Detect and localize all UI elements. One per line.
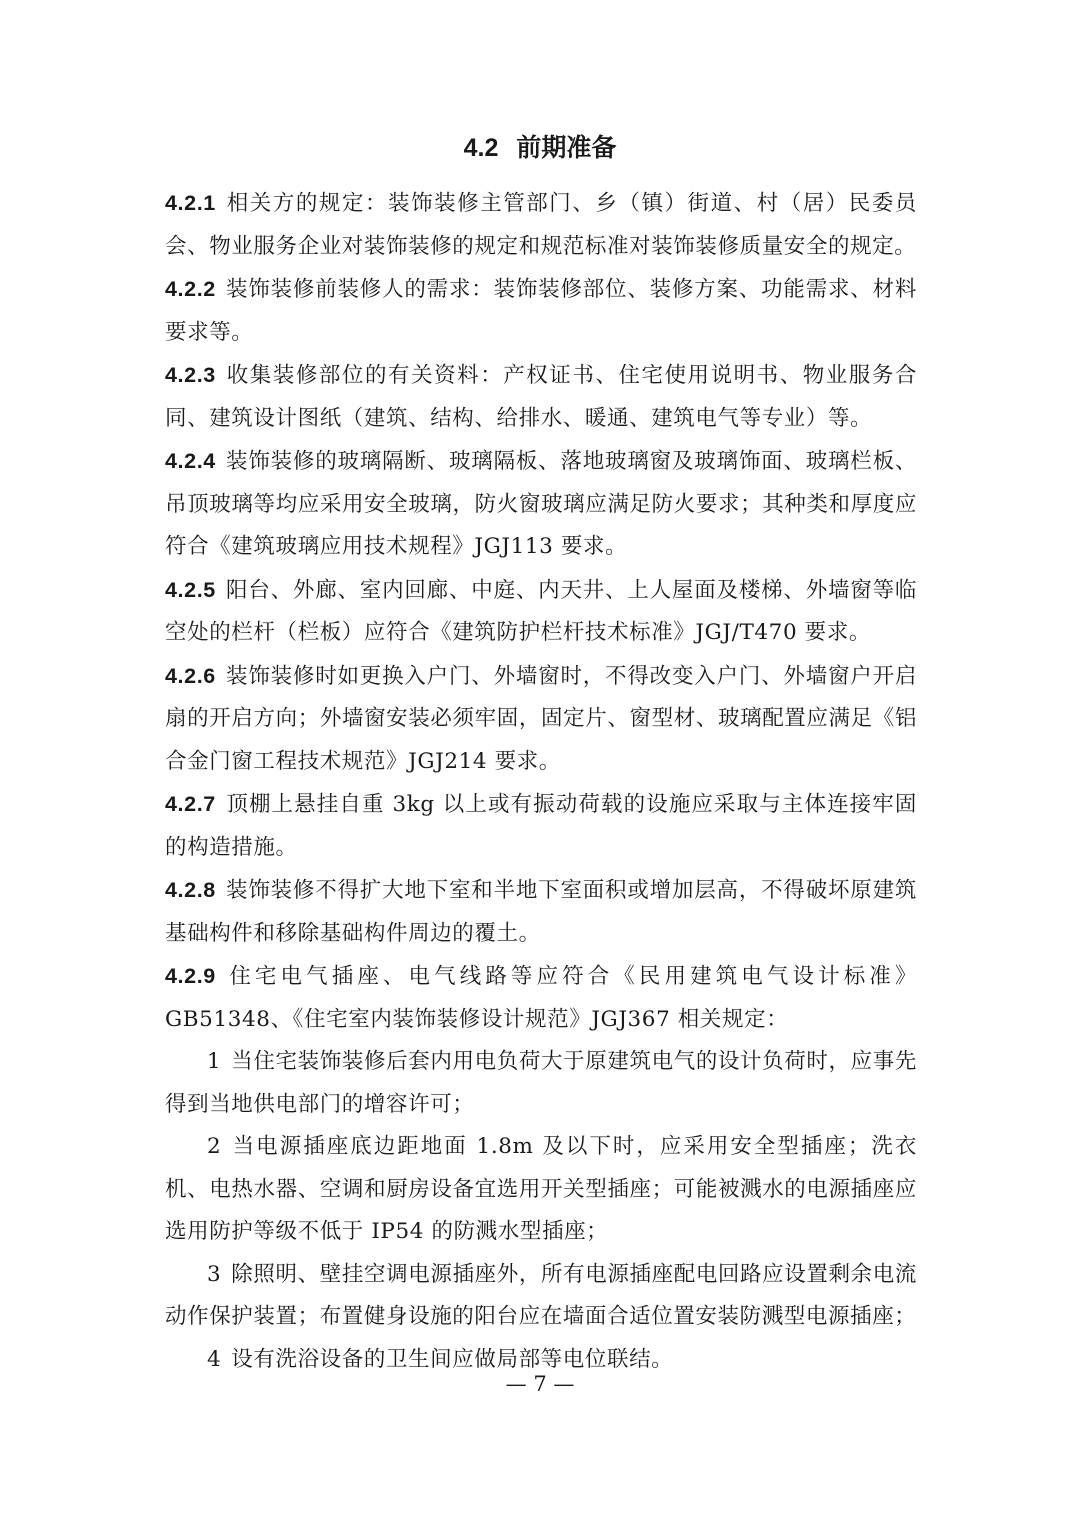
clause-number: 4.2.6 xyxy=(165,663,216,688)
list-item-2 xyxy=(165,1126,917,1254)
page-number: — 7 — xyxy=(505,1372,575,1396)
item-number: 1 xyxy=(207,1049,222,1074)
clause-number: 4.2.5 xyxy=(165,577,216,602)
clause-4-2-8 xyxy=(165,869,917,955)
clause-text: 顶棚上悬挂自重 3kg 以上或有振动荷载的设施应采取与主体连接牢固的构造措施。 xyxy=(165,792,917,860)
clause-4-2-2 xyxy=(165,268,917,354)
clause-text: 装饰装修的玻璃隔断、玻璃隔板、落地玻璃窗及玻璃饰面、玻璃栏板、吊顶玻璃等均应采用安全玻璃，防火窗玻璃应满足防火要求；其种类和厚度应符合《建筑玻璃应用技术规程》JGJ113 要求。 xyxy=(165,449,917,559)
item-text: 设有洗浴设备的卫生间应做局部等电位联结。 xyxy=(231,1346,674,1372)
clause-number: 4.2.4 xyxy=(165,449,216,473)
clause-4-2-7 xyxy=(165,783,917,869)
clause-4-2-9 xyxy=(165,955,917,1041)
clause-4-2-5 xyxy=(165,569,917,655)
clause-number: 4.2.1 xyxy=(165,191,216,215)
clause-4-2-4 xyxy=(165,440,917,569)
clause-4-2-3 xyxy=(165,354,917,440)
clause-4-2-6 xyxy=(165,655,917,784)
item-number: 4 xyxy=(207,1346,222,1372)
item-text: 除照明、壁挂空调电源插座外，所有电源插座配电回路应设置剩余电流动作保护装置；布置健身设施的阳台应在墙面合适位置安装防溅型电源插座； xyxy=(165,1261,917,1329)
section-title xyxy=(0,128,1080,168)
clause-number: 4.2.9 xyxy=(165,964,216,988)
list-item-1 xyxy=(165,1041,917,1126)
body-text xyxy=(165,182,917,1381)
section-number: 4.2 xyxy=(463,134,499,162)
list-item-3 xyxy=(165,1254,917,1339)
clause-text: 阳台、外廊、室内回廊、中庭、内天井、上人屋面及楼梯、外墙窗等临空处的栏杆（栏板）应符合《建筑防护栏杆技术标准》JGJ/T470 要求。 xyxy=(165,577,917,645)
clause-text: 收集装修部位的有关资料：产权证书、住宅使用说明书、物业服务合同、建筑设计图纸（建筑、结构、给排水、暖通、建筑电气等专业）等。 xyxy=(165,363,917,431)
item-text: 当住宅装饰装修后套内用电负荷大于原建筑电气的设计负荷时，应事先得到当地供电部门的增容许可； xyxy=(165,1049,917,1117)
section-heading: 前期准备 xyxy=(516,133,617,162)
clause-text: 住宅电气插座、电气线路等应符合《民用建筑电气设计标准》GB51348、《住宅室内装饰装修设计规范》JGJ367 相关规定： xyxy=(165,964,917,1032)
item-text: 当电源插座底边距地面 1.8m 及以下时，应采用安全型插座；洗衣机、电热水器、空调和厨房设备宜选用开关型插座；可能被溅水的电源插座应选用防护等级不低于 IP54 的防溅水型插座； xyxy=(165,1134,917,1244)
clause-number: 4.2.7 xyxy=(165,792,216,816)
item-number: 2 xyxy=(207,1134,222,1159)
clause-number: 4.2.8 xyxy=(165,878,216,902)
clause-number: 4.2.3 xyxy=(165,363,216,387)
clause-4-2-1 xyxy=(165,182,917,268)
clause-text: 相关方的规定：装饰装修主管部门、乡（镇）街道、村（居）民委员会、物业服务企业对装饰装修的规定和规范标准对装饰装修质量安全的规定。 xyxy=(165,191,917,259)
clause-text: 装饰装修前装修人的需求：装饰装修部位、装修方案、功能需求、材料要求等。 xyxy=(165,277,917,345)
clause-text: 装饰装修不得扩大地下室和半地下室面积或增加层高，不得破坏原建筑基础构件和移除基础构件周边的覆土。 xyxy=(165,878,917,946)
clause-number: 4.2.2 xyxy=(165,277,216,301)
clause-text: 装饰装修时如更换入户门、外墙窗时，不得改变入户门、外墙窗户开启扇的开启方向；外墙窗安装必须牢固，固定片、窗型材、玻璃配置应满足《铝合金门窗工程技术规范》JGJ214 要求。 xyxy=(165,663,917,774)
item-number: 3 xyxy=(207,1261,222,1287)
